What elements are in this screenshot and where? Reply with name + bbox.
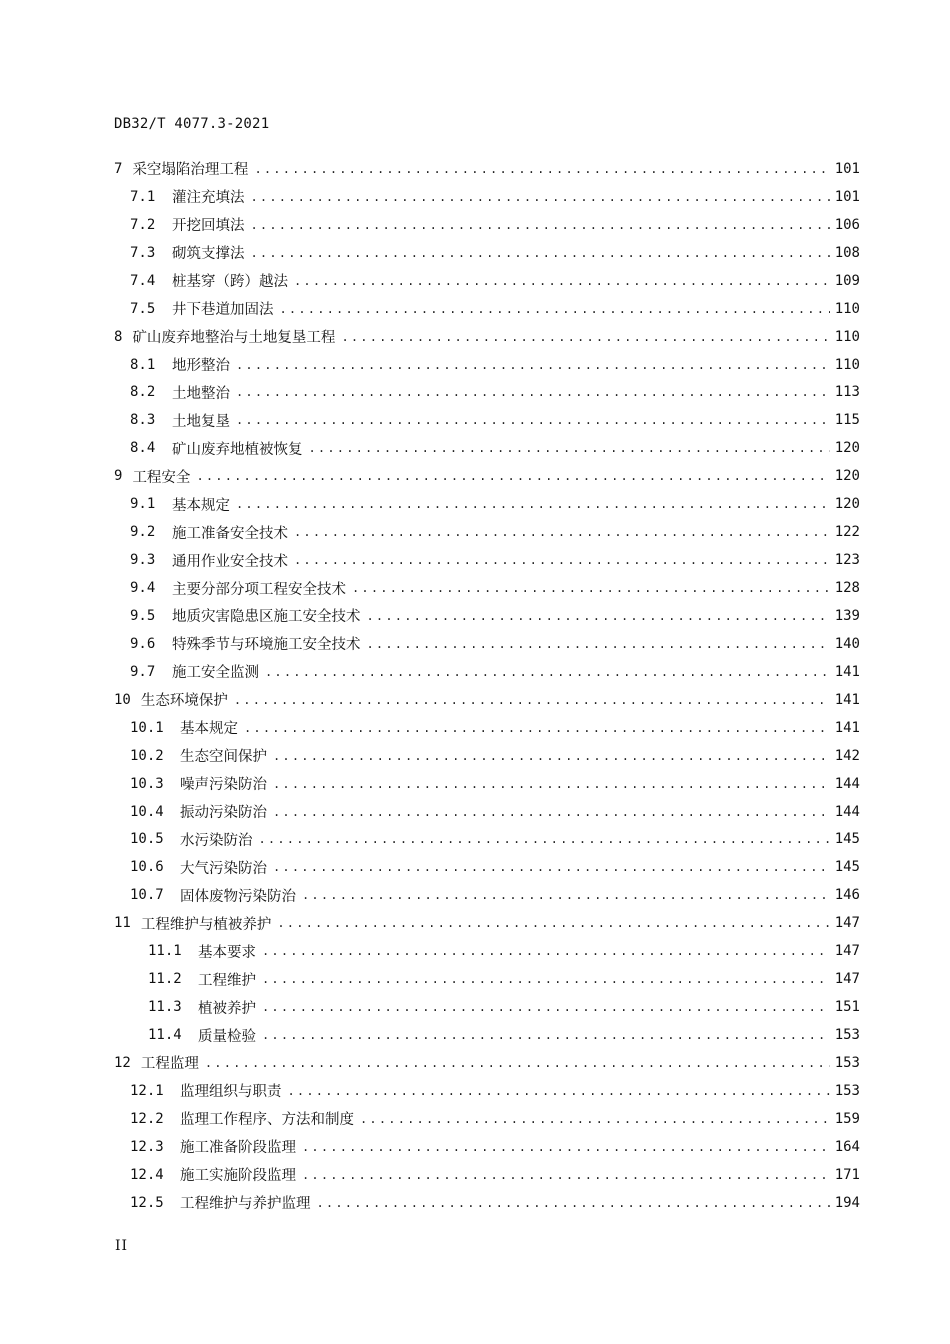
toc-entry-number: 8.1 bbox=[130, 356, 156, 373]
toc-entry-title: 土地复垦 bbox=[172, 413, 230, 430]
toc-dot-leader bbox=[352, 579, 830, 597]
toc-entry-title: 基本规定 bbox=[172, 497, 230, 514]
toc-dot-leader bbox=[294, 272, 830, 290]
toc-entry-number: 9.7 bbox=[130, 663, 156, 680]
toc-entry-page: 147 bbox=[834, 943, 860, 960]
toc-entry-title: 地形整治 bbox=[172, 358, 230, 375]
toc-dot-leader bbox=[273, 858, 830, 876]
toc-entry-page: 108 bbox=[834, 244, 860, 261]
toc-entry-number: 9.4 bbox=[130, 580, 156, 597]
toc-entry-number: 10.1 bbox=[130, 719, 164, 736]
toc-entry-number: 11 bbox=[114, 915, 131, 932]
toc-entry[interactable] bbox=[114, 155, 860, 183]
toc-entry[interactable] bbox=[114, 267, 860, 295]
toc-entry-title: 生态环境保护 bbox=[140, 693, 228, 710]
toc-entry-number: 7.3 bbox=[130, 244, 156, 261]
toc-entry-number: 10 bbox=[114, 691, 131, 708]
toc-entry-page: 122 bbox=[834, 524, 860, 541]
toc-entry-title: 监理工作程序、方法和制度 bbox=[180, 1112, 354, 1129]
toc-dot-leader bbox=[317, 1194, 831, 1212]
toc-dot-leader bbox=[254, 160, 830, 178]
toc-entry[interactable] bbox=[114, 742, 860, 770]
toc-entry-title: 井下巷道加固法 bbox=[172, 302, 274, 319]
toc-entry-title: 工程维护与植被养护 bbox=[140, 916, 272, 933]
table-of-contents bbox=[114, 155, 860, 1217]
toc-entry-page: 194 bbox=[834, 1194, 860, 1211]
toc-dot-leader bbox=[196, 467, 830, 485]
toc-entry[interactable] bbox=[114, 770, 860, 798]
toc-entry-number: 9.5 bbox=[130, 607, 156, 624]
toc-dot-leader bbox=[302, 1138, 830, 1156]
toc-dot-leader bbox=[309, 439, 831, 457]
toc-dot-leader bbox=[294, 523, 830, 541]
toc-entry-number: 9.6 bbox=[130, 635, 156, 652]
toc-entry-number: 7.2 bbox=[130, 216, 156, 233]
toc-dot-leader bbox=[367, 607, 831, 625]
toc-entry[interactable] bbox=[114, 826, 860, 854]
toc-entry-page: 128 bbox=[834, 580, 860, 597]
toc-entry-number: 11.3 bbox=[148, 999, 182, 1016]
toc-entry-page: 101 bbox=[834, 188, 860, 205]
toc-entry-page: 110 bbox=[834, 356, 860, 373]
toc-entry-page: 120 bbox=[834, 496, 860, 513]
toc-dot-leader bbox=[236, 356, 830, 374]
toc-entry-number: 9 bbox=[114, 468, 123, 485]
toc-dot-leader bbox=[262, 970, 830, 988]
toc-entry-title: 工程监理 bbox=[140, 1056, 199, 1073]
toc-entry-title: 矿山废弃地整治与土地复垦工程 bbox=[132, 330, 336, 347]
toc-entry-title: 工程安全 bbox=[132, 469, 191, 486]
toc-entry-page: 153 bbox=[834, 1027, 860, 1044]
toc-entry-page: 147 bbox=[834, 971, 860, 988]
toc-entry-number: 10.3 bbox=[130, 775, 164, 792]
toc-entry-number: 7.5 bbox=[130, 300, 156, 317]
toc-entry-title: 特殊季节与环境施工安全技术 bbox=[172, 637, 361, 654]
toc-entry-page: 141 bbox=[834, 691, 860, 708]
toc-entry-title: 大气污染防治 bbox=[180, 860, 267, 877]
toc-dot-leader bbox=[262, 998, 830, 1016]
toc-dot-leader bbox=[294, 551, 830, 569]
toc-entry-number: 12 bbox=[114, 1054, 131, 1071]
toc-entry-page: 120 bbox=[834, 440, 860, 457]
toc-entry[interactable] bbox=[114, 1133, 860, 1161]
toc-dot-leader bbox=[234, 691, 830, 709]
toc-entry[interactable] bbox=[114, 881, 860, 909]
toc-entry-page: 109 bbox=[834, 272, 860, 289]
toc-entry[interactable] bbox=[114, 1105, 860, 1133]
toc-entry[interactable] bbox=[114, 239, 860, 267]
toc-entry[interactable] bbox=[114, 518, 860, 546]
toc-entry-page: 159 bbox=[834, 1110, 860, 1127]
toc-dot-leader bbox=[259, 830, 831, 848]
toc-entry-title: 砌筑支撑法 bbox=[172, 246, 245, 263]
toc-entry-page: 141 bbox=[834, 719, 860, 736]
toc-dot-leader bbox=[277, 914, 830, 932]
toc-entry-number: 9.2 bbox=[130, 524, 156, 541]
toc-entry[interactable] bbox=[114, 1021, 860, 1049]
toc-entry-page: 147 bbox=[834, 915, 860, 932]
toc-dot-leader bbox=[302, 1166, 830, 1184]
toc-entry[interactable] bbox=[114, 686, 860, 714]
toc-entry-page: 101 bbox=[834, 160, 860, 177]
document-code: DB32/T 4077.3-2021 bbox=[114, 116, 270, 132]
toc-dot-leader bbox=[302, 886, 830, 904]
toc-entry-number: 8 bbox=[114, 328, 123, 345]
toc-entry-number: 11.4 bbox=[148, 1027, 182, 1044]
toc-entry-number: 10.4 bbox=[130, 803, 164, 820]
toc-entry-page: 110 bbox=[834, 300, 860, 317]
toc-entry-title: 质量检验 bbox=[198, 1028, 256, 1045]
toc-dot-leader bbox=[341, 328, 830, 346]
toc-entry[interactable] bbox=[114, 714, 860, 742]
toc-entry-title: 施工安全监测 bbox=[172, 665, 259, 682]
toc-entry[interactable] bbox=[114, 434, 860, 462]
toc-dot-leader bbox=[262, 942, 830, 960]
toc-dot-leader bbox=[205, 1054, 830, 1072]
toc-entry-page: 164 bbox=[834, 1138, 860, 1155]
toc-entry-number: 7 bbox=[114, 160, 123, 177]
toc-entry-title: 灌注充填法 bbox=[172, 190, 245, 207]
toc-entry-title: 工程维护 bbox=[198, 972, 256, 989]
toc-entry[interactable] bbox=[114, 909, 860, 937]
toc-entry-page: 142 bbox=[834, 747, 860, 764]
toc-entry-title: 主要分部分项工程安全技术 bbox=[172, 581, 346, 598]
toc-entry-number: 12.4 bbox=[130, 1166, 164, 1183]
toc-entry-number: 10.2 bbox=[130, 747, 164, 764]
toc-entry-number: 11.1 bbox=[148, 943, 182, 960]
toc-entry-number: 10.7 bbox=[130, 887, 164, 904]
toc-entry-title: 植被养护 bbox=[198, 1000, 256, 1017]
toc-dot-leader bbox=[288, 1082, 831, 1100]
toc-entry-title: 桩基穿（跨）越法 bbox=[172, 274, 288, 291]
toc-entry-page: 110 bbox=[834, 328, 860, 345]
toc-entry-title: 监理组织与职责 bbox=[180, 1084, 282, 1101]
toc-dot-leader bbox=[262, 1026, 830, 1044]
toc-dot-leader bbox=[280, 300, 831, 318]
toc-entry-number: 9.3 bbox=[130, 552, 156, 569]
toc-entry-page: 139 bbox=[834, 607, 860, 624]
toc-dot-leader bbox=[273, 747, 830, 765]
toc-entry[interactable] bbox=[114, 965, 860, 993]
toc-entry-page: 113 bbox=[834, 384, 860, 401]
toc-dot-leader bbox=[367, 635, 831, 653]
toc-entry-title: 通用作业安全技术 bbox=[172, 553, 288, 570]
toc-entry[interactable] bbox=[114, 1189, 860, 1217]
toc-entry-title: 基本要求 bbox=[198, 944, 256, 961]
toc-entry-number: 9.1 bbox=[130, 496, 156, 513]
toc-entry-title: 基本规定 bbox=[180, 721, 238, 738]
toc-entry-number: 8.4 bbox=[130, 440, 156, 457]
toc-entry[interactable] bbox=[114, 406, 860, 434]
toc-entry[interactable] bbox=[114, 993, 860, 1021]
toc-entry-page: 115 bbox=[834, 412, 860, 429]
toc-entry-title: 土地整治 bbox=[172, 385, 230, 402]
toc-dot-leader bbox=[251, 244, 831, 262]
toc-entry-page: 153 bbox=[834, 1054, 860, 1071]
toc-entry-title: 采空塌陷治理工程 bbox=[132, 162, 249, 179]
toc-entry[interactable] bbox=[114, 798, 860, 826]
toc-dot-leader bbox=[265, 663, 830, 681]
toc-entry-page: 171 bbox=[834, 1166, 860, 1183]
toc-entry[interactable] bbox=[114, 1049, 860, 1077]
toc-entry-page: 123 bbox=[834, 552, 860, 569]
toc-entry-title: 地质灾害隐患区施工安全技术 bbox=[172, 609, 361, 626]
toc-entry-title: 施工准备安全技术 bbox=[172, 525, 288, 542]
toc-entry-title: 施工准备阶段监理 bbox=[180, 1140, 296, 1157]
toc-entry-page: 120 bbox=[834, 468, 860, 485]
toc-entry-page: 151 bbox=[834, 999, 860, 1016]
page-number: II bbox=[115, 1238, 129, 1254]
toc-dot-leader bbox=[236, 495, 830, 513]
toc-dot-leader bbox=[236, 411, 830, 429]
toc-dot-leader bbox=[244, 719, 830, 737]
toc-entry-number: 10.5 bbox=[130, 831, 164, 848]
toc-entry[interactable] bbox=[114, 211, 860, 239]
toc-entry[interactable] bbox=[114, 658, 860, 686]
toc-entry-page: 106 bbox=[834, 216, 860, 233]
toc-entry[interactable] bbox=[114, 630, 860, 658]
toc-entry-number: 8.2 bbox=[130, 384, 156, 401]
toc-entry[interactable] bbox=[114, 1161, 860, 1189]
toc-entry[interactable] bbox=[114, 462, 860, 490]
toc-entry-page: 146 bbox=[834, 887, 860, 904]
toc-entry-number: 7.4 bbox=[130, 272, 156, 289]
toc-dot-leader bbox=[251, 216, 831, 234]
toc-entry[interactable] bbox=[114, 351, 860, 379]
toc-entry-page: 145 bbox=[834, 859, 860, 876]
toc-entry[interactable] bbox=[114, 490, 860, 518]
toc-entry-number: 12.1 bbox=[130, 1082, 164, 1099]
toc-entry-title: 噪声污染防治 bbox=[180, 777, 267, 794]
toc-entry[interactable] bbox=[114, 295, 860, 323]
toc-entry[interactable] bbox=[114, 574, 860, 602]
toc-entry-title: 固体废物污染防治 bbox=[180, 888, 296, 905]
toc-entry-title: 矿山废弃地植被恢复 bbox=[172, 441, 303, 458]
toc-entry-title: 开挖回填法 bbox=[172, 218, 245, 235]
toc-entry-number: 11.2 bbox=[148, 971, 182, 988]
toc-entry[interactable] bbox=[114, 1077, 860, 1105]
toc-entry-page: 140 bbox=[834, 635, 860, 652]
toc-entry-title: 生态空间保护 bbox=[180, 749, 267, 766]
toc-entry[interactable] bbox=[114, 183, 860, 211]
toc-entry-number: 8.3 bbox=[130, 412, 156, 429]
toc-entry-page: 144 bbox=[834, 775, 860, 792]
toc-dot-leader bbox=[273, 803, 830, 821]
toc-entry-number: 12.2 bbox=[130, 1110, 164, 1127]
toc-entry[interactable] bbox=[114, 546, 860, 574]
toc-entry[interactable] bbox=[114, 323, 860, 351]
toc-entry[interactable] bbox=[114, 937, 860, 965]
toc-dot-leader bbox=[251, 188, 831, 206]
toc-entry-number: 12.5 bbox=[130, 1194, 164, 1211]
toc-entry-number: 12.3 bbox=[130, 1138, 164, 1155]
toc-entry[interactable] bbox=[114, 602, 860, 630]
toc-entry-title: 工程维护与养护监理 bbox=[180, 1196, 311, 1213]
toc-entry-page: 145 bbox=[834, 831, 860, 848]
toc-entry-title: 水污染防治 bbox=[180, 832, 253, 849]
toc-entry-page: 141 bbox=[834, 663, 860, 680]
toc-dot-leader bbox=[360, 1110, 830, 1128]
toc-entry-title: 施工实施阶段监理 bbox=[180, 1168, 296, 1185]
toc-entry-page: 144 bbox=[834, 803, 860, 820]
toc-entry-title: 振动污染防治 bbox=[180, 805, 267, 822]
toc-entry-number: 7.1 bbox=[130, 188, 156, 205]
toc-dot-leader bbox=[273, 775, 830, 793]
toc-entry[interactable] bbox=[114, 379, 860, 407]
toc-entry[interactable] bbox=[114, 853, 860, 881]
toc-dot-leader bbox=[236, 383, 830, 401]
toc-entry-number: 10.6 bbox=[130, 859, 164, 876]
toc-entry-page: 153 bbox=[834, 1082, 860, 1099]
